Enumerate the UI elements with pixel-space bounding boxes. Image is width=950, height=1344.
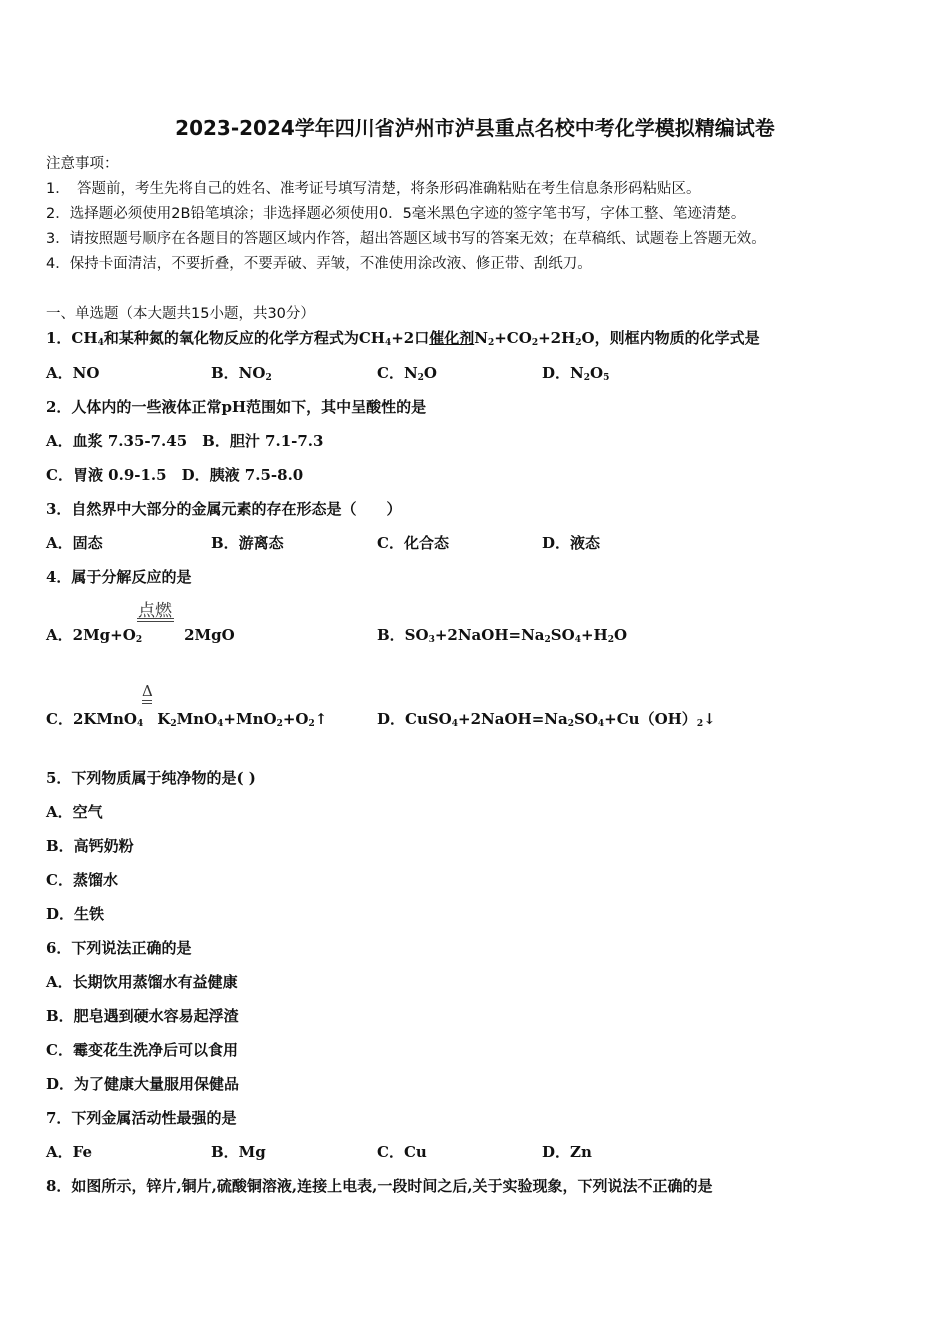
notice-item: 1． 答题前，考生先将自己的姓名、准考证号填写清楚，将条形码准确粘贴在考生信息条形码粘贴区。	[46, 181, 701, 197]
equals-arrow-icon	[142, 700, 152, 704]
question-1-option-a[interactable]: A．NO	[46, 364, 100, 382]
page-title: 2023-2024学年四川省泸州市泸县重点名校中考化学模拟精编试卷	[175, 116, 775, 140]
question-5-option-b[interactable]: B．高钙奶粉	[46, 837, 134, 855]
question-3-option-d[interactable]: D．液态	[542, 534, 601, 552]
question-1-option-d[interactable]: D．$N_2O_5$	[542, 364, 610, 383]
question-2-stem: 2．人体内的一些液体正常pH范围如下，其中呈酸性的是	[46, 398, 427, 416]
question-4-option-d[interactable]: D．$CuSO_4+2NaOH=Na_2SO_4+Cu(OH)_2↓$	[377, 710, 716, 729]
heat-condition: Δ	[142, 682, 153, 700]
question-1-stem: 1．$CH_4$和某种氮的氧化物反应的化学方程式为$CH_4+2$口催化剂$N_2+CO_2+2H_2O$，则框内物质的化学式是	[46, 329, 760, 348]
question-8-stem: 8．如图所示，锌片,铜片,硫酸铜溶液,连接上电表,一段时间之后,关于实验现象，下列说法不正确的是	[46, 1177, 713, 1195]
question-3-option-c[interactable]: C．化合态	[377, 534, 449, 552]
question-5-stem: 5．下列物质属于纯净物的是( )	[46, 769, 256, 787]
question-7-option-d[interactable]: D．Zn	[542, 1143, 592, 1161]
question-4-stem: 4．属于分解反应的是	[46, 568, 192, 586]
question-3-option-a[interactable]: A．固态	[46, 534, 103, 552]
question-4-option-a[interactable]: A．$2Mg+O_2$ 2MgO	[46, 626, 235, 645]
question-7-option-b[interactable]: B．Mg	[211, 1143, 266, 1161]
notice-item: 3．请按照题号顺序在各题目的答题区域内作答，超出答题区域书写的答案无效；在草稿纸、试题卷上答题无效。	[46, 231, 766, 247]
question-6-option-b[interactable]: B．肥皂遇到硬水容易起浮渣	[46, 1007, 239, 1025]
question-7-stem: 7．下列金属活动性最强的是	[46, 1109, 237, 1127]
question-2-options-row-1[interactable]: A．血浆 7.35-7.45 B．胆汁 7.1-7.3	[46, 432, 324, 450]
question-2-options-row-2[interactable]: C．胃液 0.9-1.5 D．胰液 7.5-8.0	[46, 466, 304, 484]
question-6-option-a[interactable]: A．长期饮用蒸馏水有益健康	[46, 973, 238, 991]
question-3-option-b[interactable]: B．游离态	[211, 534, 284, 552]
notice-heading: 注意事项：	[46, 156, 119, 172]
question-3-stem: 3．自然界中大部分的金属元素的存在形态是（ ）	[46, 500, 402, 518]
question-5-option-c[interactable]: C．蒸馏水	[46, 871, 118, 889]
question-1-option-b[interactable]: B．$NO_2$	[211, 364, 272, 383]
ignite-condition: 点燃	[138, 601, 172, 621]
question-7-option-a[interactable]: A．Fe	[46, 1143, 93, 1161]
question-7-option-c[interactable]: C．Cu	[377, 1143, 427, 1161]
notice-item: 4．保持卡面清洁，不要折叠，不要弄破、弄皱，不准使用涂改液、修正带、刮纸刀。	[46, 256, 592, 272]
question-4-option-b[interactable]: B．$SO_3+2NaOH=Na_2SO_4+H_2O$	[377, 626, 628, 645]
question-5-option-d[interactable]: D．生铁	[46, 905, 105, 923]
question-6-stem: 6．下列说法正确的是	[46, 939, 192, 957]
question-5-option-a[interactable]: A．空气	[46, 803, 103, 821]
equals-arrow-icon	[137, 618, 174, 622]
catalyst-condition: 催化剂	[429, 329, 475, 347]
question-1-option-c[interactable]: C．$N_2O$	[377, 364, 437, 383]
question-4-option-c[interactable]: C．2KMnO$_4$ $K_2MnO_4+MnO_2+O_2↑$	[46, 710, 328, 729]
notice-item: 2．选择题必须使用2B铅笔填涂；非选择题必须使用0．5毫米黑色字迹的签字笔书写，字体工整、笔迹清楚。	[46, 206, 746, 222]
question-6-option-c[interactable]: C．霉变花生洗净后可以食用	[46, 1041, 238, 1059]
section-heading: 一、单选题（本大题共15小题，共30分）	[46, 306, 315, 322]
question-6-option-d[interactable]: D．为了健康大量服用保健品	[46, 1075, 240, 1093]
